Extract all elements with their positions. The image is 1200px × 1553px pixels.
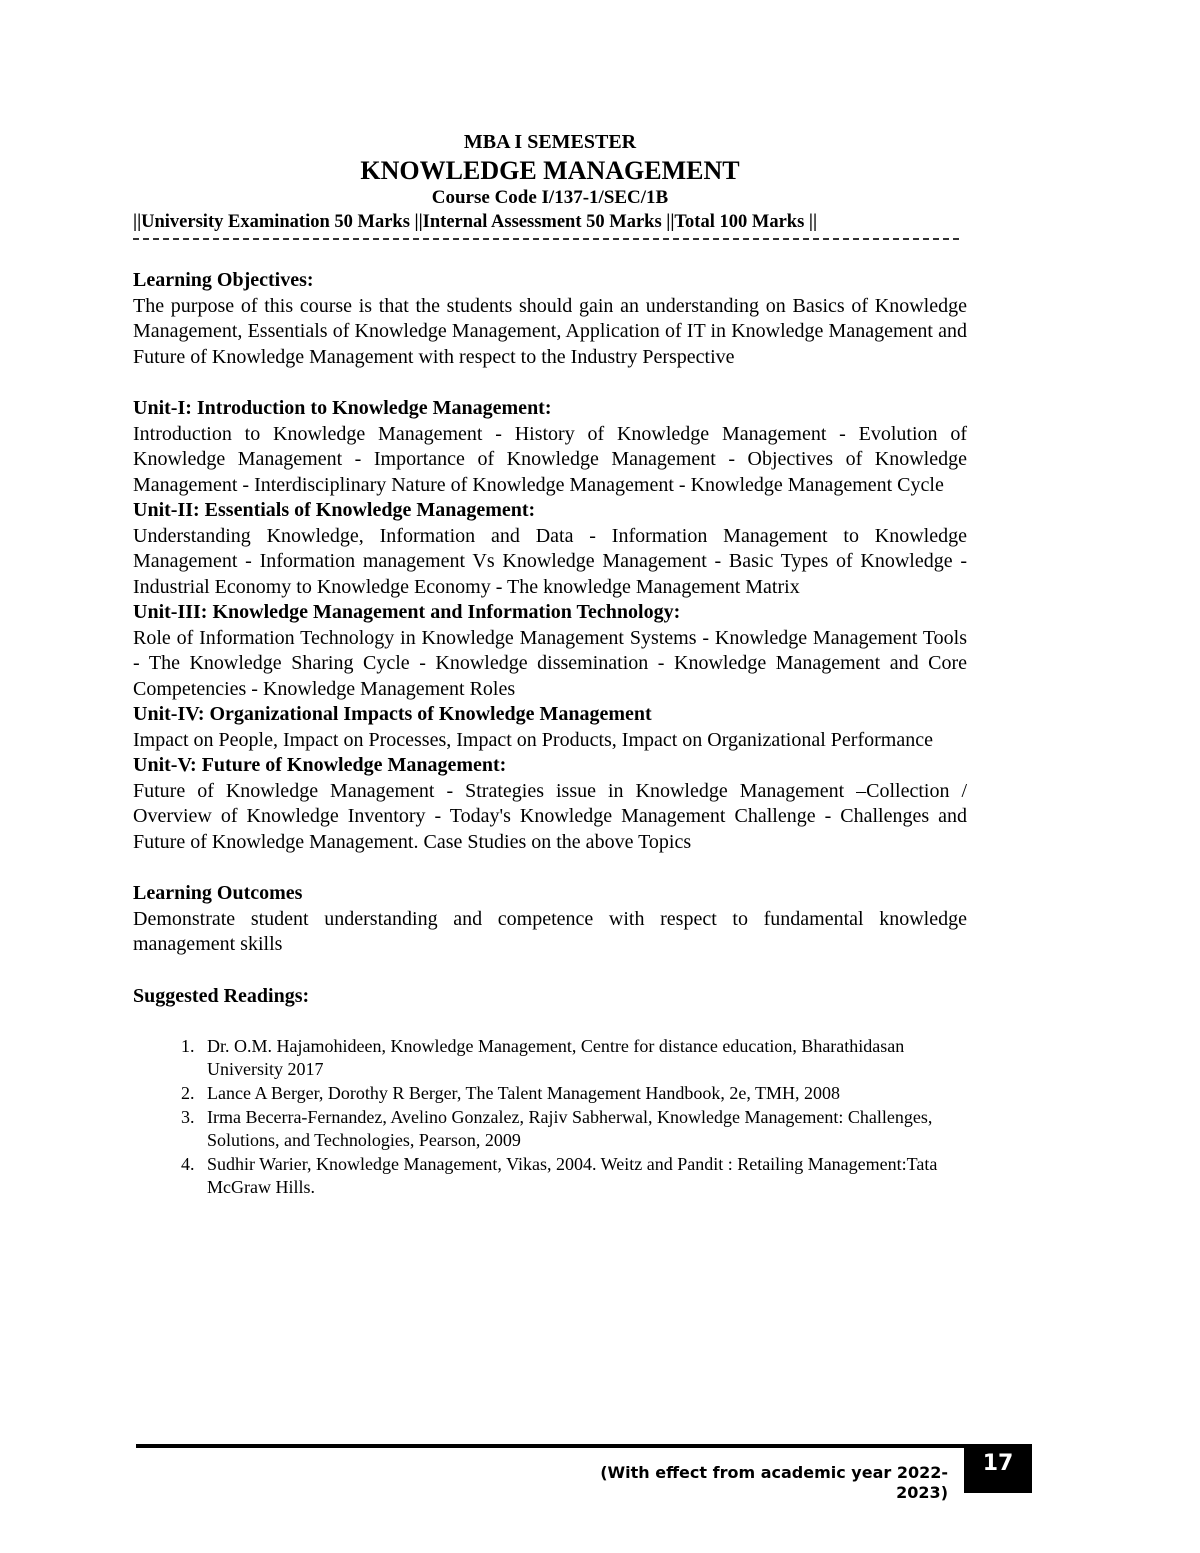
semester-label: MBA I SEMESTER — [463, 131, 637, 153]
marks-line: ||University Examination 50 Marks ||Internal Assessment 50 Marks ||Total 100 Marks || — [133, 212, 818, 232]
learning-outcomes-section — [133, 881, 967, 958]
learning-objectives-text: The purpose of this course is that the students should gain an understanding on Basics of Knowledge Management, Essentials of Knowledge Management, Application of IT in Knowledge Management and Future of Knowledge Management with respect to the Industry Perspective — [133, 294, 967, 368]
learning-outcomes-text: Demonstrate student understanding and competence with respect to fundamental knowledge management skills — [133, 907, 967, 955]
unit-heading: Unit-III: Knowledge Management and Information Technology: — [133, 601, 681, 623]
unit-text: Future of Knowledge Management - Strategies issue in Knowledge Management –Collection / Overview of Knowledge Inventory - Today's Knowledge Management Challenge - Challenges and Future of Knowledge Management. Case Studies on the above Topics — [133, 779, 967, 853]
unit-block — [133, 396, 967, 498]
units-section — [133, 396, 967, 855]
learning-outcomes-heading: Learning Outcomes — [133, 882, 303, 904]
page-number: 17 — [964, 1444, 1032, 1493]
dashed-divider — [133, 238, 959, 240]
list-item: 1. Dr. O.M. Hajamohideen, Knowledge Management, Centre for distance education, Bharathidasan University 2017 — [199, 1035, 967, 1081]
footer-effect-text: (With effect from academic year 2022-2023) — [600, 1463, 948, 1502]
unit-text: Understanding Knowledge, Information and Data - Information Management to Knowledge Management - Information management Vs Knowledge Management - Basic Types of Knowledge - Industrial Economy to Knowledge Economy - The knowledge Management Matrix — [133, 524, 967, 598]
unit-block — [133, 702, 967, 753]
footer-rule — [136, 1444, 1032, 1448]
unit-block — [133, 600, 967, 702]
readings-list — [133, 1035, 967, 1199]
learning-objectives-section — [133, 268, 967, 370]
unit-heading: Unit-IV: Organizational Impacts of Knowledge Management — [133, 703, 652, 725]
unit-text: Introduction to Knowledge Management - History of Knowledge Management - Evolution of Knowledge Management - Importance of Knowledge Management - Objectives of Knowledge Management - Interdisciplinary Nature of Knowledge Management - Knowledge Management Cycle — [133, 422, 967, 496]
suggested-readings-heading: Suggested Readings: — [133, 984, 310, 1007]
unit-heading: Unit-I: Introduction to Knowledge Management: — [133, 397, 552, 419]
suggested-readings-section — [133, 984, 967, 1200]
unit-text: Impact on People, Impact on Processes, Impact on Products, Impact on Organizational Performance — [133, 728, 933, 751]
list-item: 2. Lance A Berger, Dorothy R Berger, The Talent Management Handbook, 2e, TMH, 2008 — [199, 1082, 967, 1105]
unit-text: Role of Information Technology in Knowledge Management Systems - Knowledge Management Tools - The Knowledge Sharing Cycle - Knowledge dissemination - Knowledge Management and Core Competencies - Knowledge Management Roles — [133, 626, 967, 700]
course-code: Course Code I/137-1/SEC/1B — [431, 187, 669, 208]
unit-block — [133, 753, 967, 855]
unit-heading: Unit-V: Future of Knowledge Management: — [133, 754, 507, 776]
unit-heading: Unit-II: Essentials of Knowledge Management: — [133, 499, 536, 521]
learning-objectives-heading: Learning Objectives: — [133, 269, 314, 291]
list-item: 3. Irma Becerra-Fernandez, Avelino Gonzalez, Rajiv Sabherwal, Knowledge Management: Challenges, Solutions, and Technologies, Pearson, 2009 — [199, 1106, 967, 1152]
list-item: 4. Sudhir Warier, Knowledge Management, Vikas, 2004. Weitz and Pandit : Retailing Management:Tata McGraw Hills. — [199, 1153, 967, 1199]
unit-block — [133, 498, 967, 600]
document-body — [133, 128, 967, 1200]
page-title: KNOWLEDGE MANAGEMENT — [360, 156, 740, 185]
